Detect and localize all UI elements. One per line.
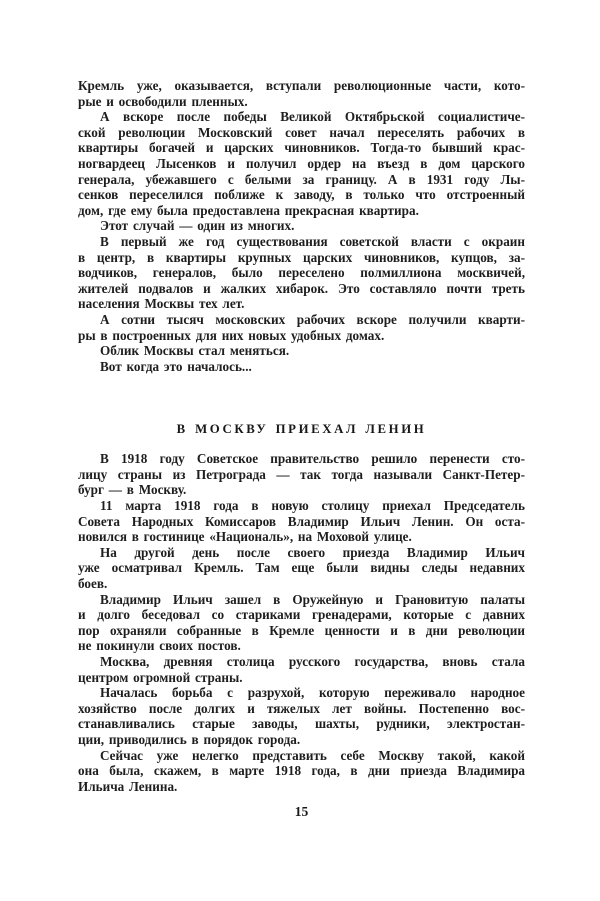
- paragraph: [78, 109, 525, 218]
- paragraph: [78, 451, 525, 498]
- text-line: хозяйство после долгих и тяжелых лет войны. Постепенно вос-: [78, 700, 525, 716]
- text-line: уже осматривал Кремль. Там еще были видны следы недавних: [78, 560, 525, 576]
- text-line: ры в построенных для них новых удобных домах.: [78, 327, 385, 343]
- text-line: жителей подвалов и жалких хибарок. Это составляло почти треть: [78, 280, 525, 296]
- text-line: Владимир Ильич зашел в Оружейную и Грановитую палаты: [100, 591, 525, 607]
- paragraph: [78, 545, 525, 592]
- paragraph: [78, 654, 525, 685]
- paragraph: [78, 359, 525, 375]
- body-after-heading: [78, 451, 525, 794]
- text-line: и долго беседовал со стариками гренадерами, которые с давних: [78, 607, 525, 623]
- paragraph: [78, 234, 525, 312]
- text-line: Началась борьба с разрухой, которую переживало народное: [100, 685, 525, 701]
- text-line: ногвардеец Лысенков и получил ордер на въезд в дом царского: [78, 155, 525, 171]
- text-line: Вот когда это началось...: [100, 358, 252, 374]
- text-line: генерала, убежавшего с белыми за границу. А в 1931 году Лы-: [78, 171, 525, 187]
- section-heading: В МОСКВУ ПРИЕХАЛ ЛЕНИН: [176, 422, 427, 437]
- text-line: Этот случай — один из многих.: [100, 218, 295, 234]
- text-line: В 1918 году Советское правительство решило перенести сто-: [100, 451, 525, 467]
- text-line: ции, приводились в порядок города.: [78, 731, 301, 747]
- text-line: боев.: [78, 576, 108, 592]
- text-line: Ильича Ленина.: [78, 778, 178, 794]
- paragraph: [78, 343, 525, 359]
- text-line: рые и освободили пленных.: [78, 93, 248, 109]
- text-line: она была, скажем, в марте 1918 года, в дни приезда Владимира: [78, 763, 525, 779]
- text-line: Москва, древняя столица русского государства, вновь стала: [100, 654, 525, 669]
- text-line: сенков переселился поближе к заводу, в только что отстроенный: [78, 187, 525, 203]
- paragraph: [78, 592, 525, 654]
- text-line: Совета Народных Комиссаров Владимир Ильич Ленин. Он оста-: [78, 513, 525, 529]
- text-line: Кремль уже, оказывается, вступали революционные части, кото-: [78, 78, 525, 93]
- body-before-heading: [78, 78, 525, 374]
- text-line: лицу страны из Петрограда — так тогда называли Санкт-Петер-: [78, 466, 525, 482]
- text-line: бург — в Москву.: [78, 482, 187, 498]
- text-line: ской революции Московский совет начал переселять рабочих в: [78, 124, 525, 140]
- text-line: Сейчас уже нелегко представить себе Москву такой, какой: [100, 747, 525, 763]
- paragraph: [78, 498, 525, 545]
- text-line: А вскоре после победы Великой Октябрьской социалистиче-: [100, 109, 525, 125]
- text-line: Облик Москвы стал меняться.: [100, 343, 290, 359]
- text-line: В первый же год существования советской власти с окраин: [100, 233, 525, 249]
- text-line: пор охраняли собранные в Кремле ценности и в дни революции: [78, 622, 525, 638]
- text-line: 11 марта 1918 года в новую столицу приехал Председатель: [100, 498, 525, 514]
- text-line: На другой день после своего приезда Владимир Ильич: [100, 544, 525, 560]
- paragraph: [78, 748, 525, 795]
- text-line: квартиры богачей и царских чиновников. Тогда-то бывший крас-: [78, 140, 525, 156]
- paragraph: [78, 78, 525, 109]
- text-block: [78, 78, 525, 820]
- paragraph: [78, 218, 525, 234]
- text-line: новился в гостинице «Националь», на Моховой улице.: [78, 529, 412, 545]
- paragraph: [78, 685, 525, 747]
- paragraph: [78, 312, 525, 343]
- text-line: А сотни тысяч московских рабочих вскоре получили кварти-: [100, 311, 525, 327]
- text-line: дом, где ему была предоставлена прекрасная квартира.: [78, 202, 419, 218]
- text-line: населения Москвы тех лет.: [78, 296, 245, 312]
- text-line: водчиков, генералов, было переселено полмиллиона москвичей,: [78, 265, 525, 281]
- text-line: не покинули своих постов.: [78, 638, 241, 654]
- text-line: центром огромной страны.: [78, 669, 243, 685]
- page-number: 15: [294, 804, 309, 820]
- text-line: станавливались старые заводы, шахты, рудники, электростан-: [78, 716, 525, 732]
- text-line: в центр, в квартиры крупных царских чиновников, купцов, за-: [78, 249, 525, 265]
